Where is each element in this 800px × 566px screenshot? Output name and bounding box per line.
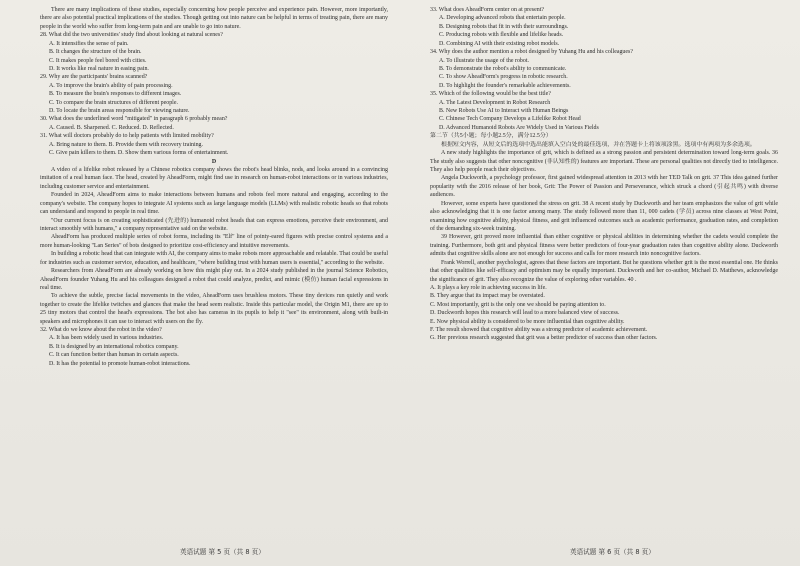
question-line: 31. What will doctors probably do to help patients with limited mobility? — [40, 133, 214, 140]
option-line: B. New Robots Use AI to Interact with Human Beings — [439, 108, 569, 115]
option-line: B. Designing robots that fit in with their surroundings. — [439, 23, 569, 30]
option-line: B. To demonstrate the robot's ability to communicate. — [439, 65, 567, 72]
paragraph: Researchers from AheadForm are already working on how this might play out. In a 2024 study published in the journal Science Robotics, AheadForm founder Yuhang Hu and his colleagues designed a robot that could analyze, predict, and mimic (模仿) human facial expressions in real time. — [40, 268, 388, 291]
option-line: B. To measure the brain's responses to different images. — [49, 91, 182, 98]
option-line: C. Give pain killers to them. D. Show them various forms of entertainment. — [49, 150, 229, 157]
option-line: A. To illustrate the usage of the robot. — [439, 57, 530, 64]
paragraph: To achieve the subtle, precise facial movements in the video, AheadForm uses brushless motors. These tiny devices run quietly and work together to create the lifelike twitches and glances that make the head seem realistic. Inside this particular model, the Origin M1, there are up to 25 tiny motors that control the head's expressions. The bot also has cameras in its pupils to help it "see" its environment, along with built-in speakers and microphones it can use to interact with users on the fly. — [40, 293, 388, 325]
left-column — [40, 6, 388, 536]
option-line: D. To locate the brain areas responsible for viewing nature. — [49, 108, 190, 115]
option-line: C. Chinese Tech Company Develops a Lifelike Robot Head — [439, 116, 581, 123]
option-line: C. Producing robots with flexible and lifelike heads. — [439, 32, 564, 39]
option-line: A. Bring nature to them. B. Provide them with recovery training. — [49, 141, 204, 148]
option-line: D. Combining AI with their existing robot models. — [439, 40, 560, 47]
option-line: B. It changes the structure of the brain. — [49, 49, 142, 56]
option-line: A. It intensifies the sense of pain. — [49, 40, 129, 47]
paragraph: AheadForm has produced multiple series of robot forms, including its "Elf" line of pointy-eared figures with precise control systems and a more human-looking "Lan Series" of bots designed to prioritize cost-efficiency and intuitive movements. — [40, 234, 388, 249]
option-line: A. It has been widely used in various industries. — [49, 335, 164, 342]
option-line: A. The Latest Development in Robot Research — [439, 99, 551, 106]
page-footer-right: 英语试题 第 6 页（共 8 页） — [570, 548, 655, 556]
paragraph: In building a robotic head that can integrate with AI, the company aims to make robots more approachable and relatable. That could be useful for industries such as customer service, education, and healthcare, "where building trust with human users is essential," according to the website. — [40, 251, 388, 266]
question-line: 30. What does the underlined word "mitigated" in paragraph 6 probably mean? — [40, 116, 228, 123]
option-line: C. It makes people feel bored with cities. — [49, 57, 147, 64]
question-line: 第二节（共5小题；每小题2.5分，满分12.5分） — [430, 133, 552, 140]
paragraph: Founded in 2024, AheadForm aims to make interactions between humans and robots feel more natural and engaging, according to the company's website. The company hopes to integrate AI systems such as large language models (LLMs) with realistic robotic heads so that robots can understand and respond to people in real time. — [40, 192, 388, 216]
option-line: E. Now physical ability is considered to be more influential than cognitive ability. — [430, 318, 625, 325]
option-line: D. To highlight the founder's remarkable achievements. — [439, 82, 571, 89]
option-line: A. Developing advanced robots that entertain people. — [439, 15, 566, 22]
question-line: 28. What did the two universities' study find about looking at natural scenes? — [40, 32, 223, 39]
option-line: D. It works like real nature in easing pain. — [49, 65, 149, 72]
paragraph: A video of a lifelike robot released by a Chinese robotics company shows the robot's head blinks, nods, and looks around in a convincing imitation of a real human face. The head, created by AheadForm, might find use in research on human-robot interactions or in various industries, including customer service and entertainment. — [40, 167, 388, 190]
option-line: C. Most importantly, grit is the only one we should be paying attention to. — [430, 301, 606, 308]
option-line: B. They argue that its impact may be overstated. — [430, 293, 545, 300]
option-line: D. It has the potential to promote human-robot interactions. — [49, 360, 191, 367]
option-line: B. It is designed by an international robotics company. — [49, 343, 179, 350]
question-line: 35. Which of the following would be the best title? — [430, 91, 551, 98]
paragraph: "Our current focus is on creating sophisticated (先进的) humanoid robot heads that can express emotions, perceive their environment, and interact smoothly with humans," a company representative said on the website. — [40, 217, 388, 232]
paragraph: There are many implications of these studies, especially concerning how people perceive and experience pain. However, more importantly, there are also potential practical implications of the studies. Though getting out into nature can be helpful in terms of treating pain, there are many people in the world who suffer from long-term pain and are unable to go into nature. — [40, 7, 388, 30]
option-line: A. It plays a key role in achieving success in life. — [430, 284, 547, 291]
paragraph: However, some experts have questioned the stress on grit. 38 A recent study by Duckworth and her team emphasizes the value of grit while also acknowledging that it is one factor among many. The study followed more than 11, 000 cadets (学员) across nine classes at West Point, examining how cognitive ability, physical fitness, and grit influenced outcomes such as academic performance, graduation rates, and completion of the demanding six-week training. — [430, 200, 778, 232]
option-line: G. Her previous research suggested that grit was a better predictor of success than other factors. — [430, 335, 658, 342]
paragraph: A new study highlights the importance of grit, which is defined as a strong passion and persistent determination toward long-term goals. 36 The study also suggests that other noncognitive (非认知性的) features are important. These are personal qualities not directly tied to intelligence. They also help people reach their objectives. — [430, 150, 778, 174]
question-line: 29. Why are the participants' brains scanned? — [40, 74, 148, 81]
option-line: C. To compare the brain structures of different people. — [49, 99, 178, 106]
option-line: A. To improve the brain's ability of pain processing. — [49, 82, 173, 89]
option-line: D. Advanced Humanoid Robots Are Widely Used in Various Fields — [439, 124, 599, 131]
paragraph: 39 However, grit proved more influential than either cognitive or physical abilities in determining whether the cadets would complete the training. Furthermore, both grit and physical fitness were better predictors of four-year graduation rates than cognitive ability alone. Duckworth admits that cognitive skills alone are not enough for success and calls for more research into noncognitive factors. — [430, 234, 778, 258]
paragraph: Frank Worrell, another psychologist, agrees that these factors are important. But he questions whether grit is the most essential one. He thinks that other qualities like self-efficacy and optimism may be equally important. Duckworth and her co-author, Michael D. Matthews, acknowledge the significance of grit. They also recognize the value of exploring other variables. 40 . — [430, 259, 778, 283]
paragraph: Angela Duckworth, a psychology professor, first gained widespread attention in 2013 with her TED Talk on grit. 37 This idea gained further popularity with the 2016 release of her book, Grit: The Power of Passion and Perseverance, which struck a chord (引起共鸣) with diverse audiences. — [430, 175, 778, 199]
question-line: 34. Why does the author mention a robot designed by Yuhang Hu and his colleagues? — [430, 49, 633, 56]
option-line: A. Caused. B. Sharpened. C. Reduced. D. Reflected. — [49, 124, 174, 131]
question-line: 33. What does AheadForm center on at present? — [430, 7, 544, 13]
option-line: C. It can function better than human in certain aspects. — [49, 352, 179, 359]
paragraph: 根据短文内容，从短文后的选项中选出能填入空白处的最佳选项，并在答题卡上将该项涂黑。选项中有两项为多余选项。 — [441, 141, 756, 148]
section-heading: D — [211, 158, 217, 165]
page-footer-left: 英语试题 第 5 页（共 8 页） — [180, 548, 265, 556]
option-line: F. The result showed that cognitive ability was a strong predictor of academic achievement. — [430, 327, 648, 334]
right-column — [430, 6, 778, 514]
option-line: D. Duckworth hopes this research will lead to a more balanced view of success. — [430, 310, 620, 317]
question-line: 32. What do we know about the robot in the video? — [40, 327, 162, 334]
option-line: C. To show AheadForm's progress in robotic research. — [439, 74, 568, 81]
